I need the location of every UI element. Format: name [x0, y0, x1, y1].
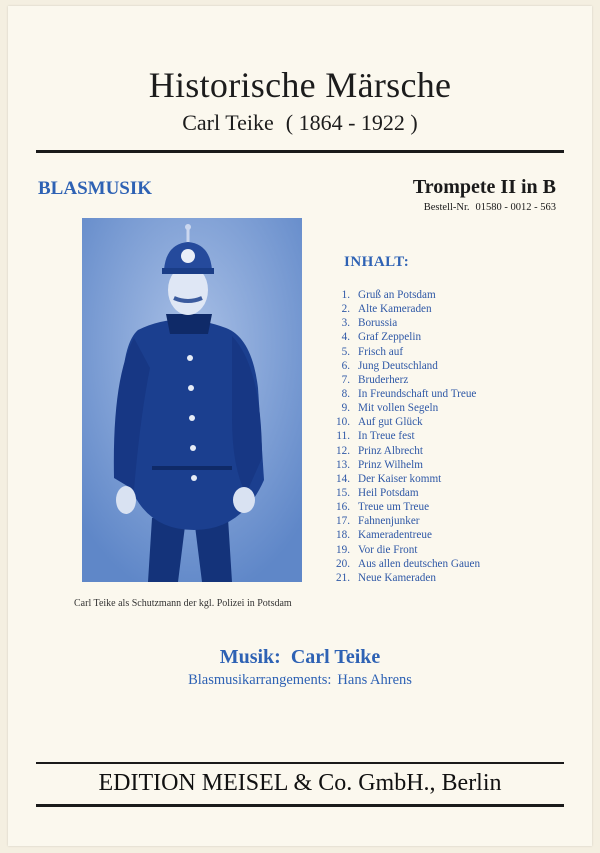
contents-item [324, 472, 584, 486]
contents-item-number: 5. [341, 345, 350, 358]
contents-item [324, 500, 584, 514]
contents-item [324, 429, 584, 443]
contents-item-title: In Freundschaft und Treue [358, 387, 477, 400]
contents-item-number: 1. [341, 289, 350, 301]
contents-item [324, 415, 584, 429]
contents-item-title: Kameradentreue [358, 529, 432, 542]
contents-item [324, 387, 584, 401]
contents-item [324, 514, 584, 528]
contents-item-title: Bruderherz [358, 373, 409, 386]
contents-item-title: Treue um Treue [358, 501, 430, 514]
contents-item-number: 2. [341, 303, 350, 316]
contents-item [324, 401, 584, 415]
contents-item-number: 11. [336, 430, 350, 443]
contents-item [324, 486, 584, 500]
contents-item-title: Vor die Front [358, 543, 418, 556]
genre-label: BLASMUSIK [38, 178, 153, 199]
contents-item-number: 18. [336, 529, 350, 542]
music-credit-label: Musik: [219, 646, 281, 668]
contents-item-title: Borussia [358, 317, 398, 330]
contents-item [324, 359, 584, 373]
contents-item-number: 6. [341, 359, 350, 372]
contents-item-number: 20. [336, 557, 350, 570]
contents-item-number: 7. [341, 373, 350, 386]
publisher-divider-top [36, 762, 564, 764]
sheet-music-cover [8, 6, 592, 846]
contents-item-title: Gruß an Potsdam [358, 289, 436, 301]
music-credit [8, 646, 592, 669]
contents-item-number: 10. [336, 416, 350, 429]
music-credit-name: Carl Teike [290, 646, 381, 668]
composer-line [8, 110, 592, 136]
contents-item-number: 12. [336, 444, 350, 457]
composer-name: Carl Teike [182, 110, 274, 135]
contents-item-number: 21. [336, 571, 350, 584]
contents-item-number: 3. [341, 317, 350, 330]
composer-years: ( 1864 - 1922 ) [285, 110, 418, 135]
contents-item [324, 571, 584, 585]
contents-item-number: 19. [336, 543, 350, 556]
contents-item-title: Aus allen deutschen Gauen [358, 557, 481, 570]
contents-item-title: Fahnenjunker [358, 515, 420, 528]
contents-item-title: Mit vollen Segeln [358, 402, 439, 415]
contents-item-title: In Treue fest [358, 430, 415, 443]
order-number-value: 01580 - 0012 - 563 [475, 202, 556, 213]
contents-item-title: Prinz Albrecht [358, 444, 423, 457]
contents-item-title: Auf gut Glück [358, 416, 423, 429]
contents-item [324, 302, 584, 316]
contents-item [324, 330, 584, 344]
contents-item [324, 316, 584, 330]
arranger-credit [8, 672, 592, 689]
page-title: Historische Märsche [148, 65, 452, 105]
contents-heading: INHALT: [344, 254, 410, 270]
contents-item [324, 444, 584, 458]
arranger-credit-name: Hans Ahrens [337, 672, 412, 688]
contents-item-title: Frisch auf [358, 345, 404, 358]
publisher-divider-bottom [36, 804, 564, 807]
contents-item-number: 15. [336, 486, 350, 499]
contents-item-title: Graf Zeppelin [358, 331, 422, 344]
arranger-credit-label: Blasmusikarrangements: [188, 672, 332, 688]
contents-item-title: Der Kaiser kommt [358, 472, 442, 485]
publisher-name: EDITION MEISEL & Co. GmbH., Berlin [98, 770, 502, 796]
contents-item [324, 345, 584, 359]
contents-item-number: 13. [336, 458, 350, 471]
instrument-label: Trompete II in B [412, 176, 556, 198]
contents-item-number: 17. [336, 515, 350, 528]
contents-item-title: Jung Deutschland [358, 359, 438, 372]
contents-item-number: 4. [341, 331, 350, 344]
order-number-label: Bestell-Nr. [423, 202, 470, 213]
order-number [424, 202, 556, 213]
contents-item [324, 557, 584, 571]
contents-item-number: 8. [341, 387, 350, 400]
uniformed-man-illustration [82, 218, 302, 582]
photo-caption: Carl Teike als Schutzmann der kgl. Polizei in Potsdam [74, 598, 292, 609]
contents-item [324, 458, 584, 472]
contents-item-title: Neue Kameraden [358, 571, 436, 584]
composer-photo [82, 218, 302, 582]
contents-item-number: 14. [336, 472, 350, 485]
contents-list [324, 288, 584, 585]
contents-item-title: Heil Potsdam [358, 486, 419, 499]
top-divider [36, 150, 564, 153]
contents-item [324, 373, 584, 387]
contents-item-number: 16. [336, 501, 350, 514]
contents-item [324, 288, 584, 302]
contents-item-number: 9. [341, 402, 350, 415]
contents-item [324, 543, 584, 557]
contents-item [324, 528, 584, 542]
contents-item-title: Alte Kameraden [358, 303, 432, 316]
contents-item-title: Prinz Wilhelm [358, 458, 423, 471]
